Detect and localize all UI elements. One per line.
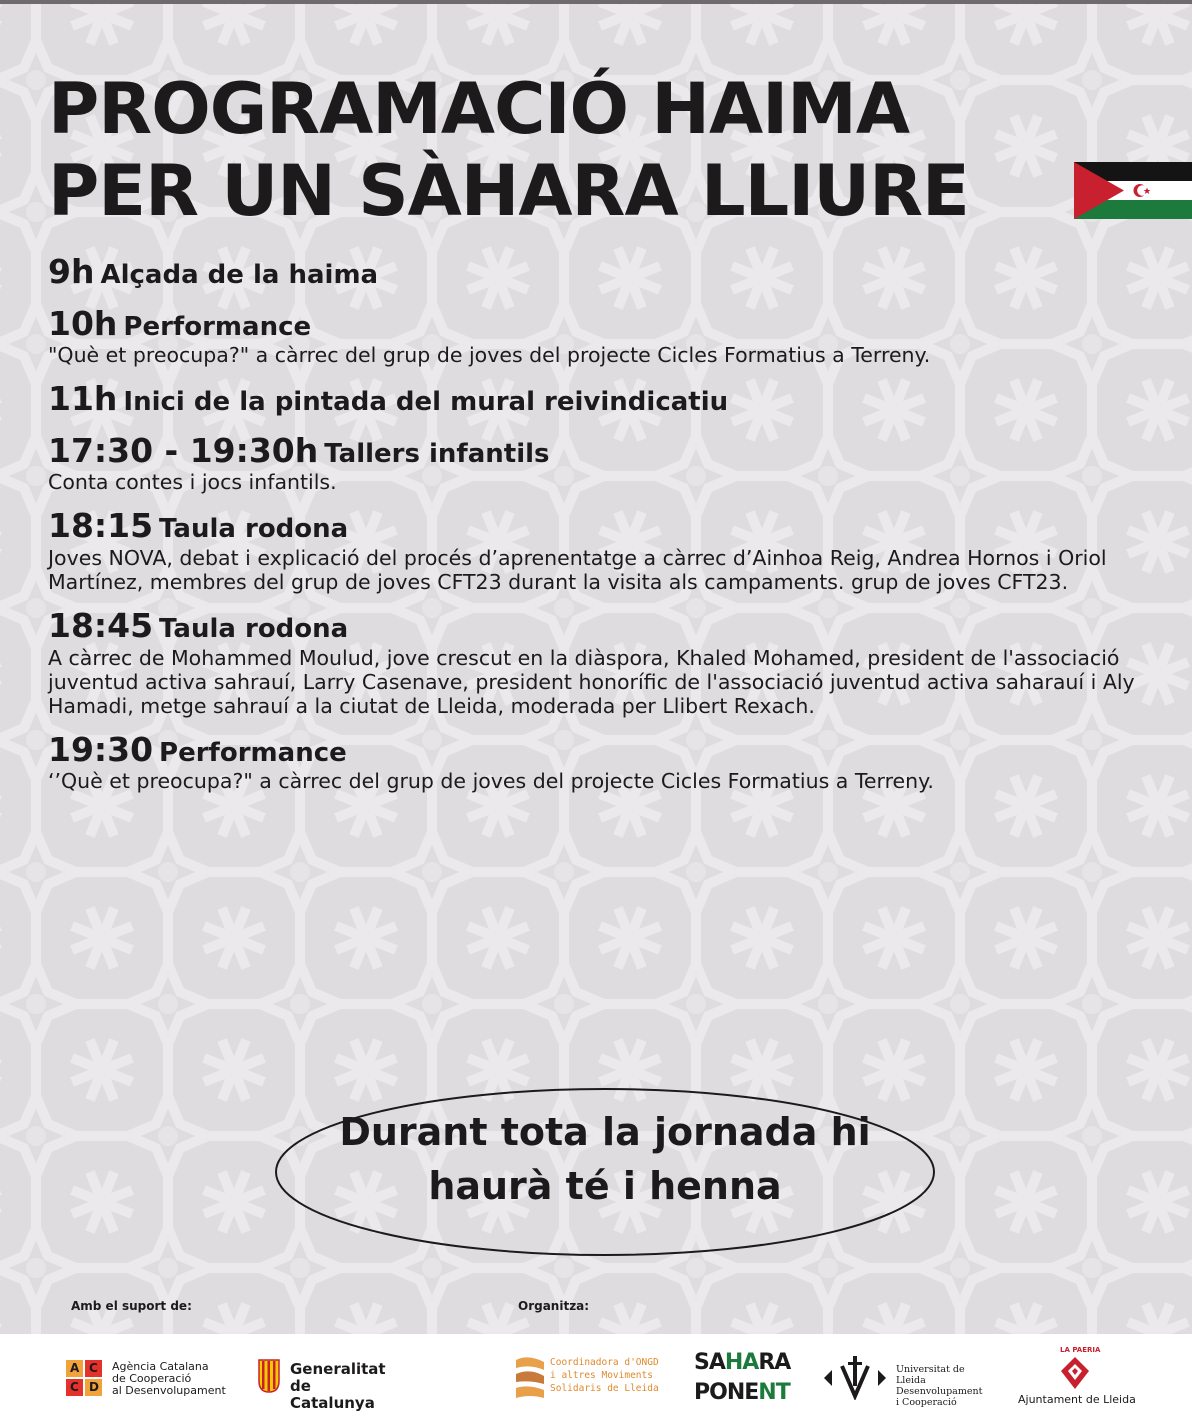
organizer-label: Organitza: <box>518 1299 590 1313</box>
logos-footer <box>0 1334 1192 1426</box>
event-header <box>48 730 1158 770</box>
paeria-shield-icon <box>1060 1356 1090 1390</box>
paeria-text: Ajuntament de Lleida <box>1018 1393 1136 1406</box>
paeria-label: LA PAERIA <box>1060 1346 1101 1354</box>
paeria-logo <box>1012 1346 1142 1420</box>
event-title: Taula rodona <box>159 514 349 545</box>
event-header <box>48 304 1158 344</box>
event-header <box>48 431 1158 471</box>
event-title: Alçada de la haima <box>100 260 379 290</box>
event-description: "Què et preocupa?" a càrrec del grup de joves del projecte Cicles Formatius a Terreny. <box>48 343 931 368</box>
sahara-ponent-part: NE <box>726 1380 759 1405</box>
schedule-event <box>48 431 1158 495</box>
generalitat-logo <box>258 1356 398 1412</box>
event-title: Taula rodona <box>159 613 349 644</box>
event-time: 18:15 <box>48 506 154 546</box>
event-description: Conta contes i jocs infantils. <box>48 470 337 495</box>
udl-text: Universitat de Lleida Desenvolupament i Cooperació <box>896 1364 983 1408</box>
accd-letter: C <box>89 1361 98 1375</box>
sahara-ponent-part: PO <box>694 1380 727 1405</box>
accd-letter: D <box>89 1380 99 1394</box>
udl-emblem-icon <box>822 1356 888 1400</box>
schedule-event <box>48 506 1158 594</box>
udl-logo <box>822 1352 992 1408</box>
hands-icon <box>514 1354 546 1402</box>
note-line-1: Durant tota la jornada hi <box>339 1110 871 1154</box>
coordinadora-text: Coordinadora d'ONGD i altres Moviments Solidaris de Lleida <box>550 1357 659 1394</box>
event-time: 10h <box>48 303 118 343</box>
accd-letter: C <box>70 1380 79 1394</box>
event-header <box>48 252 1158 292</box>
schedule-event <box>48 730 1158 794</box>
event-description: ‘’Què et preocupa?" a càrrec del grup de joves del projecte Cicles Formatius a Terreny. <box>48 769 934 794</box>
event-time: 17:30 - 19:30h <box>48 430 319 470</box>
support-label: Amb el suport de: <box>71 1299 192 1313</box>
event-header <box>48 606 1158 646</box>
event-header <box>48 379 1158 419</box>
title-line-2: PER UN SÀHARA LLIURE <box>48 150 969 232</box>
senyera-shield-icon <box>258 1359 280 1393</box>
sahara-ponent-part: NT <box>758 1380 790 1405</box>
event-title: Inici de la pintada del mural reivindicatiu <box>123 387 729 418</box>
sahara-ponent-part: HA <box>724 1350 759 1375</box>
title-line-1: PROGRAMACIÓ HAIMA <box>48 68 910 150</box>
generalitat-text: Generalitat de Catalunya <box>290 1360 386 1412</box>
event-time: 19:30 <box>48 729 154 769</box>
sahara-ponent-part: RA <box>758 1350 791 1375</box>
all-day-note <box>274 1087 936 1257</box>
schedule-event <box>48 252 1158 292</box>
event-time: 9h <box>48 252 95 291</box>
schedule-list <box>48 252 1158 805</box>
note-text <box>274 1105 936 1213</box>
event-title: Tallers infantils <box>324 438 550 469</box>
event-time: 18:45 <box>48 605 154 645</box>
sahrawi-flag-icon <box>1074 162 1192 219</box>
schedule-event <box>48 379 1158 419</box>
accd-logo <box>66 1358 226 1404</box>
note-line-2: haurà té i henna <box>428 1164 782 1208</box>
event-header <box>48 506 1158 546</box>
event-description: A càrrec de Mohammed Moulud, jove crescut en la diàspora, Khaled Mohamed, president de l'associació juventud activa sahrauí, Larry Casenave, president honorífic de l'associació juventud activa saharauí i Aly Hamadi, metge sahrauí a la ciutat de Lleida, moderada per Llibert Rexach. <box>48 645 1135 718</box>
schedule-event <box>48 304 1158 368</box>
sahara-ponent-logo <box>694 1348 790 1414</box>
schedule-event <box>48 606 1158 718</box>
event-time: 11h <box>48 379 118 419</box>
accd-letter: A <box>70 1361 80 1375</box>
event-title: Performance <box>123 311 312 342</box>
event-title: Performance <box>159 737 347 768</box>
accd-text: Agència Catalana de Cooperació al Desenvolupament <box>112 1360 226 1397</box>
coordinadora-ongd-logo <box>514 1348 664 1408</box>
sahara-ponent-part: SA <box>694 1350 725 1375</box>
event-description: Joves NOVA, debat i explicació del procés d’aprenentatge a càrrec d’Ainhoa Reig, Andrea Hornos i Oriol Martínez, membres del grup de joves CFT23 durant la visita als campaments. grup de joves CFT23. <box>48 545 1107 594</box>
page-title <box>48 68 969 232</box>
